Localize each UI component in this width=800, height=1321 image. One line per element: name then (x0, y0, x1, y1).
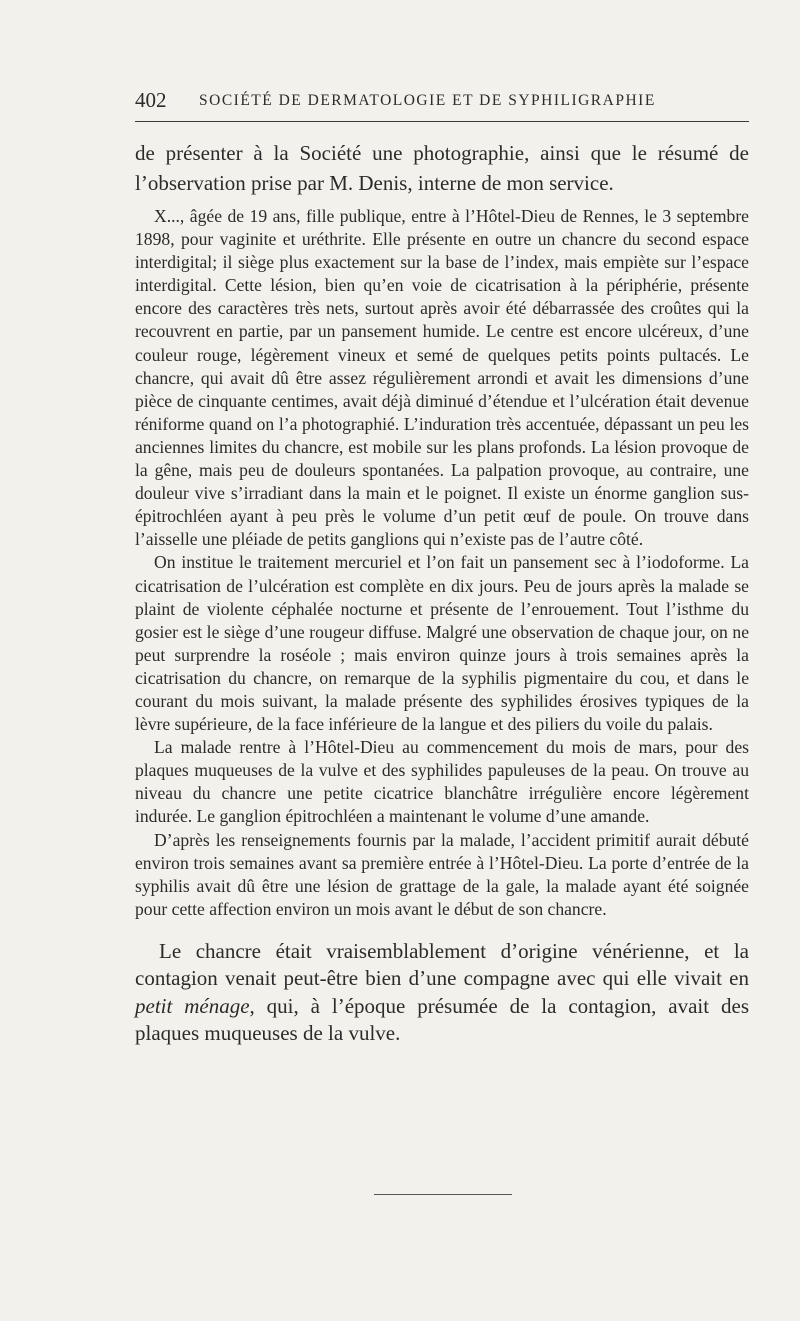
running-head (135, 86, 747, 114)
conclusion-text-start: Le chancre était vraisemblablement d’origine vénérienne, et la contagion venait peut-être bien d’une compagne avec qui elle vivait en (135, 938, 749, 991)
conclusion-italic-phrase: petit ménage (135, 993, 250, 1018)
observation-paragraph-3: La malade rentre à l’Hôtel-Dieu au commencement du mois de mars, pour des plaques muqueuses de la vulve et des syphilides papuleuses de la peau. On trouve au niveau du chancre une petite cicatrice blanchâtre irrégulière encore légèrement indurée. Le ganglion épitrochléen a maintenant le volume d’une amande. (135, 737, 749, 827)
observation-paragraph-4: D’après les renseignements fournis par la malade, l’accident primitif aurait débuté environ trois semaines avant sa première entrée à l’Hôtel-Dieu. La porte d’entrée de la syphilis avait dû être une lésion de grattage de la gale, la malade ayant été soignée pour cette affection environ un mois avant le début de son chancre. (135, 829, 749, 919)
observation-paragraph-2: On institue le traitement mercuriel et l’on fait un pansement sec à l’iodoforme. La cicatrisation de l’ulcération est complète en dix jours. Peu de jours après la malade se plaint de violente céphalée nocturne et présente de l’enrouement. Tout l’isthme du gosier est le siège d’une rougeur diffuse. Malgré une observation de chaque jour, on ne peut surprendre la roséole ; mais environ quinze jours à trois semaines après la cicatrisation du chancre, on remarque de la syphilis pigmentaire du cou, et dans le courant du mois suivant, la malade présente des syphilides érosives typiques de la lèvre supérieure, de la face inférieure de la langue et des piliers du voile du palais. (135, 552, 749, 735)
observation-paragraph-1: X..., âgée de 19 ans, fille publique, entre à l’Hôtel-Dieu de Rennes, le 3 septembre 1898, pour vaginite et uréthrite. Elle présente en outre un chancre du second espace interdigital; il siège plus exactement sur la base de l’index, mais empiète sur l’espace interdigital. Cette lésion, bien qu’en voie de cicatrisation à la périphérie, présente encore des caractères très nets, surtout après avoir été débarrassée des croûtes qui la recouvrent en partie, par un pansement humide. Le centre est encore ulcéreux, d’une couleur rouge, légèrement vineux et semé de quelques petits points pultacés. Le chancre, qui avait dû être assez régulièrement arrondi et avait les dimensions d’une pièce de cinquante centimes, avait déjà diminué d’étendue et l’ulcération était devenue réniforme quand on l’a photographié. L’induration très accentuée, dépassant un peu les anciennes limites du chancre, est mobile sur les plans profonds. La lésion provoque de la gêne, mais peu de douleurs spontanées. La palpation provoque, au contraire, une douleur vive s’irradiant dans la main et le poignet. Il existe un énorme ganglion sus-épitrochléen ayant à peu près le volume d’un petit œuf de poule. On trouve dans l’aisselle une pléiade de petits ganglions qui n’existe pas de l’autre côté. (135, 206, 749, 550)
conclusion-paragraph (135, 938, 749, 1048)
running-title: SOCIÉTÉ DE DERMATOLOGIE ET DE SYPHILIGRAPHIE (199, 92, 656, 109)
text-body (135, 138, 749, 1048)
conclusion-text-end: , qui, à l’époque présumée de la contagion, avait des plaques muqueuses de la vulve. (135, 993, 749, 1046)
page-number: 402 (135, 88, 167, 112)
lead-paragraph: de présenter à la Société une photographie, ainsi que le résumé de l’observation prise par M. Denis, interne de mon service. (135, 141, 749, 195)
end-rule (374, 1194, 512, 1195)
header-rule (135, 121, 749, 122)
